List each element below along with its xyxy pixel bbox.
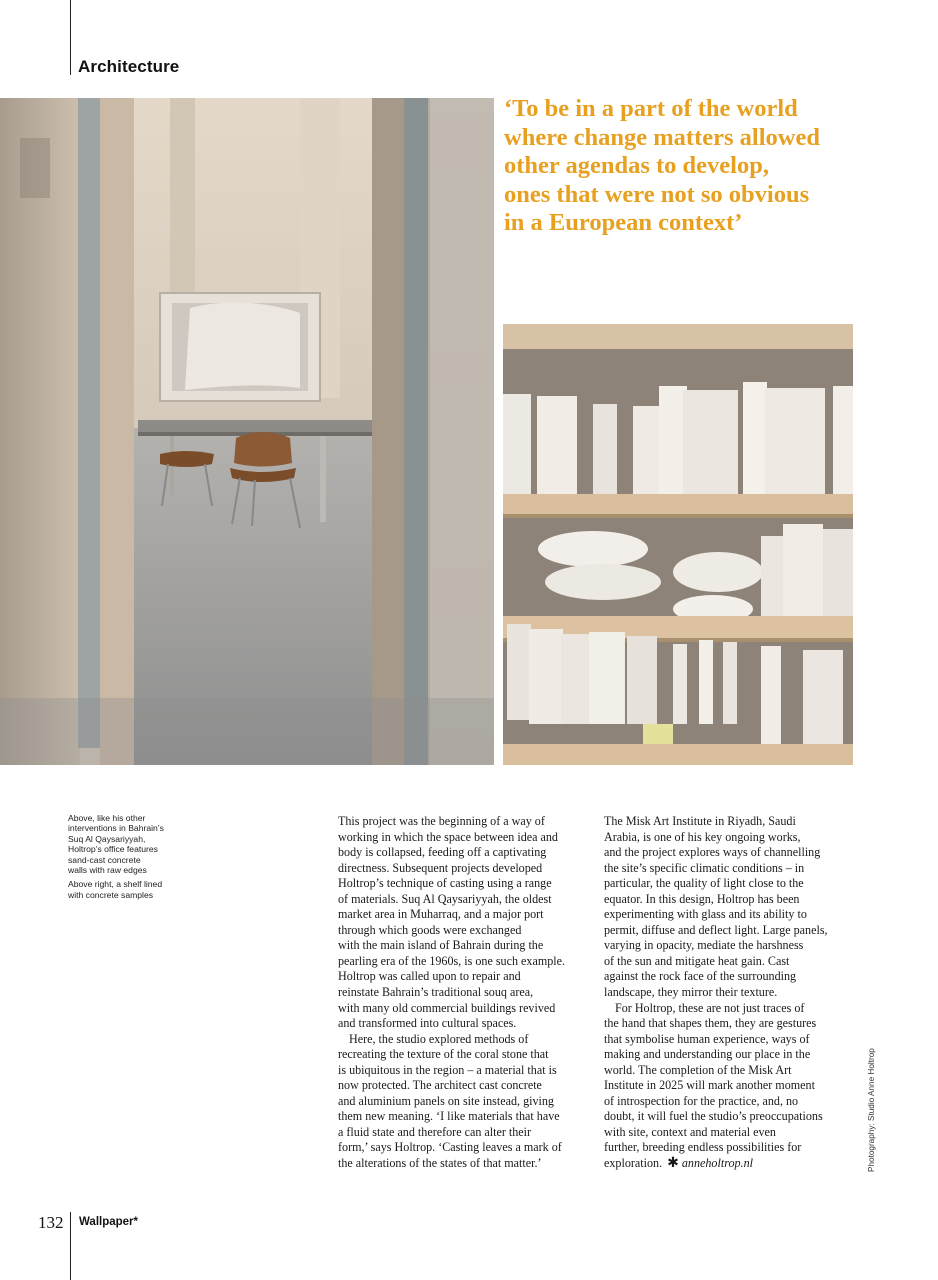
body-line: landscape, they mirror their texture. bbox=[604, 985, 778, 1000]
body-line: with many old commercial buildings revived bbox=[338, 1000, 556, 1015]
body-line: the site’s specific climatic conditions – in bbox=[604, 860, 805, 875]
section-label: Architecture bbox=[78, 57, 180, 76]
body-line: Institute in 2025 will mark another moment bbox=[604, 1078, 815, 1093]
website-link[interactable]: anneholtrop.nl bbox=[681, 1156, 753, 1171]
pull-quote-line: ones that were not so obvious bbox=[504, 180, 810, 208]
body-line: experimenting with glass and its ability to bbox=[604, 907, 807, 922]
body-line: them new meaning. ‘I like materials that have bbox=[338, 1109, 560, 1124]
body-line: and transformed into cultural spaces. bbox=[338, 1016, 517, 1031]
body-line-last bbox=[604, 1156, 856, 1172]
image-captions bbox=[68, 813, 208, 904]
caption-left-photo bbox=[68, 813, 208, 875]
page-number: 132 bbox=[38, 1213, 64, 1232]
body-line: now protected. The architect cast concrete bbox=[338, 1078, 542, 1093]
body-line: pearling era of the 1960s, is one such example. bbox=[338, 953, 566, 968]
bottom-vertical-rule bbox=[70, 1212, 71, 1280]
body-line: the alterations of the states of that matter.’ bbox=[338, 1156, 542, 1171]
office-interior-photo bbox=[0, 98, 494, 765]
pull-quote-line: where change matters allowed bbox=[504, 123, 820, 151]
body-line: body is collapsed, feeding off a captivating bbox=[338, 845, 547, 860]
caption-line: walls with raw edges bbox=[68, 865, 147, 876]
end-star-icon: ✱ bbox=[667, 1156, 679, 1172]
body-last-text: exploration. bbox=[604, 1156, 663, 1171]
body-line: of introspection for the practice, and, no bbox=[604, 1093, 799, 1108]
body-line: This project was the beginning of a way of bbox=[338, 814, 545, 828]
body-line: working in which the space between idea and bbox=[338, 829, 558, 844]
body-line: recreating the texture of the coral stone that bbox=[338, 1047, 549, 1062]
body-line: of materials. Suq Al Qaysariyyah, the oldest bbox=[338, 891, 552, 906]
body-line: Arabia, is one of his key ongoing works, bbox=[604, 829, 801, 844]
caption-line: Suq Al Qaysariyyah, bbox=[68, 833, 146, 844]
body-line: reinstate Bahrain’s traditional souq area, bbox=[338, 985, 534, 1000]
body-line: against the rock face of the surrounding bbox=[604, 969, 797, 984]
body-line: with the main island of Bahrain during the bbox=[338, 938, 544, 953]
caption-line: Above right, a shelf lined bbox=[68, 879, 163, 890]
concrete-samples-shelf-photo bbox=[503, 324, 853, 765]
body-line: doubt, it will fuel the studio’s preoccupations bbox=[604, 1109, 823, 1124]
body-line: of the sun and mitigate heat gain. Cast bbox=[604, 953, 790, 968]
body-line: world. The completion of the Misk Art bbox=[604, 1062, 792, 1077]
body-line: further, breeding endless possibilities for bbox=[604, 1140, 802, 1155]
body-line: market area in Muharraq, and a major port bbox=[338, 907, 544, 922]
top-vertical-rule bbox=[70, 0, 71, 75]
magazine-name: Wallpaper* bbox=[79, 1216, 139, 1228]
caption-line: Above, like his other bbox=[68, 813, 146, 823]
caption-line: with concrete samples bbox=[68, 889, 154, 900]
body-line: the hand that shapes them, they are gestures bbox=[604, 1016, 817, 1031]
body-line: particular, the quality of light close to the bbox=[604, 876, 804, 891]
caption-right-photo bbox=[68, 879, 208, 900]
body-line: equator. In this design, Holtrop has been bbox=[604, 891, 800, 906]
body-line: a fluid state and therefore can alter their bbox=[338, 1124, 532, 1139]
body-line: varying in opacity, mediate the harshness bbox=[604, 938, 804, 953]
body-column-2 bbox=[604, 814, 856, 1172]
body-line: is ubiquitous in the region – a material that is bbox=[338, 1062, 557, 1077]
body-line: and the project explores ways of channelling bbox=[604, 845, 821, 860]
body-line: For Holtrop, these are not just traces of bbox=[615, 1000, 805, 1015]
pull-quote-line: in a European context’ bbox=[504, 209, 743, 237]
body-line: directness. Subsequent projects developed bbox=[338, 860, 543, 875]
caption-line: Holtrop’s office features bbox=[68, 844, 158, 855]
body-line: through which goods were exchanged bbox=[338, 922, 522, 937]
body-line: The Misk Art Institute in Riyadh, Saudi bbox=[604, 814, 796, 828]
body-line: Holtrop was called upon to repair and bbox=[338, 969, 521, 984]
caption-line: interventions in Bahrain’s bbox=[68, 823, 164, 834]
photo-credit: Photography: Studio Anne Holtrop bbox=[867, 1048, 876, 1172]
caption-line: sand-cast concrete bbox=[68, 854, 141, 865]
pull-quote-line: ‘To be in a part of the world bbox=[504, 95, 798, 122]
body-line: permit, diffuse and deflect light. Large panels, bbox=[604, 922, 828, 937]
body-column-1 bbox=[338, 814, 590, 1172]
pull-quote bbox=[504, 95, 904, 238]
body-line: Holtrop’s technique of casting using a range bbox=[338, 876, 552, 891]
body-line: Here, the studio explored methods of bbox=[349, 1031, 529, 1046]
body-line: making and understanding our place in the bbox=[604, 1047, 811, 1062]
body-line: and aluminium panels on site instead, giving bbox=[338, 1093, 554, 1108]
body-line: with site, context and material even bbox=[604, 1124, 776, 1139]
pull-quote-line: other agendas to develop, bbox=[504, 152, 769, 180]
body-line: form,’ says Holtrop. ‘Casting leaves a mark of bbox=[338, 1140, 562, 1155]
body-line: that symbolise human experience, ways of bbox=[604, 1031, 810, 1046]
